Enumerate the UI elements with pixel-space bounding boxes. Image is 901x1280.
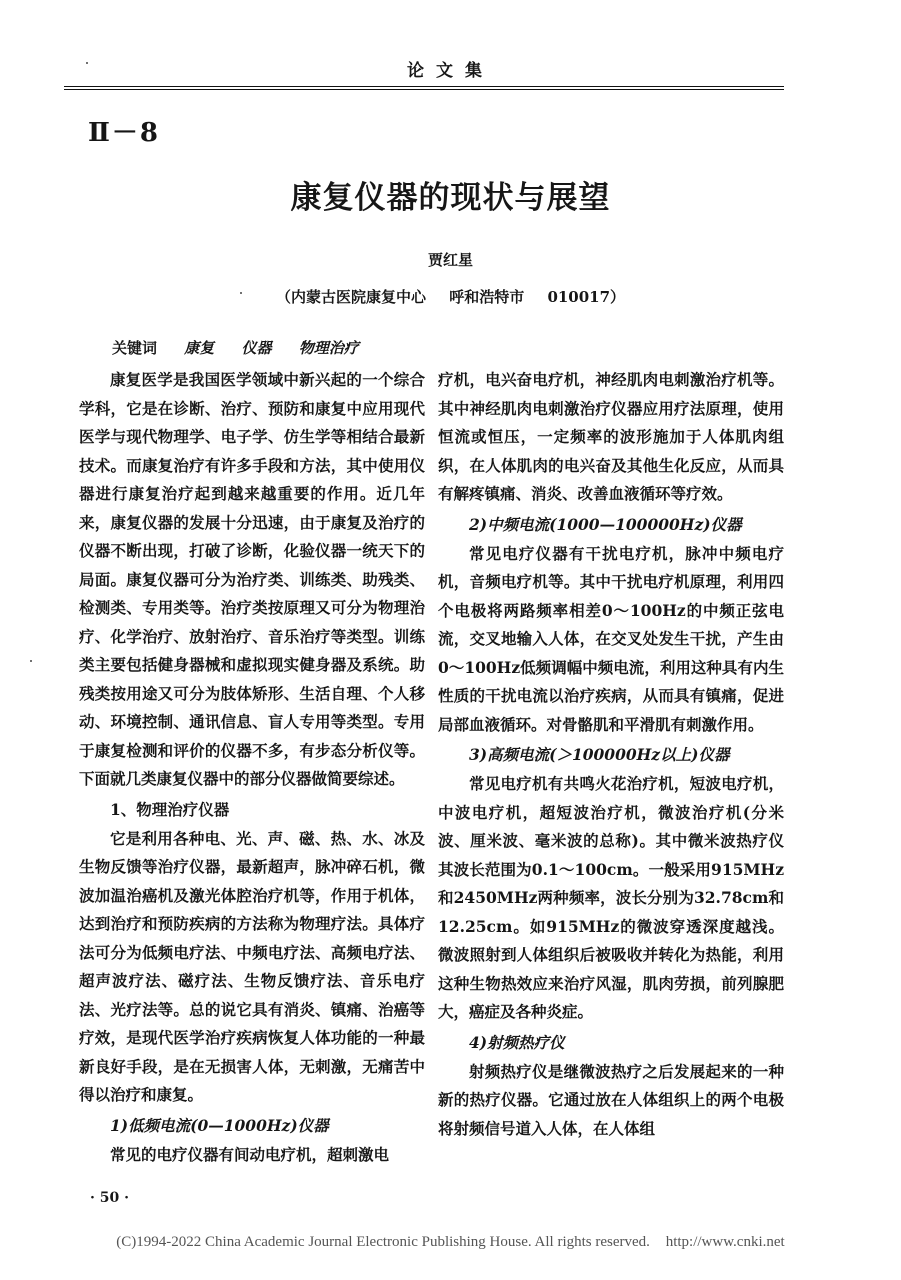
- keyword: 康复: [184, 339, 215, 357]
- subsection-paragraph: 射频热疗仪是继微波热疗之后发展起来的一种新的热疗仪器。它通过放在人体组织上的两个电极将射频信号道入人体，在人体组: [438, 1061, 784, 1138]
- keyword: 物理治疗: [298, 339, 359, 357]
- subsection-heading-high-frequency: 3)高频电流(＞100000Hz以上)仪器: [469, 745, 730, 764]
- affiliation: [0, 286, 901, 307]
- copyright-text: (C)1994-2022 China Academic Journal Electronic Publishing House. All rights reserved.: [116, 1234, 650, 1250]
- scan-speck: [30, 660, 32, 662]
- keyword: 仪器: [241, 339, 272, 357]
- running-head: 论文集: [407, 61, 494, 81]
- footer-url: http://www.cnki.net: [665, 1234, 785, 1250]
- subsection-paragraph: 常见电疗机有共鸣火花治疗机，短波电疗机，中波电疗机，超短波治疗机，微波治疗机(分米波、厘米波、毫米波的总称)。其中微米波热疗仪其波长范围为0.1～100cm。一般采用915MHz和2450MHz两种频率，波长分别为32.78cm和12.25cm。如915MHz的微波穿透深度越浅。微波照射到人体组织后被吸收并转化为热能，利用这种生物热效应来治疗风湿，肌肉劳损，前列腺肥大，癌症及各种炎症。: [438, 774, 784, 1021]
- subsection-paragraph: 常见的电疗仪器有间动电疗机，超刺激电: [110, 1144, 390, 1164]
- section-heading-physical-therapy: 1、物理治疗仪器: [110, 799, 230, 819]
- intro-paragraph: 康复医学是我国医学领域中新兴起的一个综合学科，它是在诊断、治疗、预防和康复中应用现代医学与现代物理学、电子学、仿生学等相结合最新技术。而康复治疗有许多手段和方法，其中使用仪器进行康复治疗起到越来越重要的作用。近几年来，康复仪器的发展十分迅速，由于康复及治疗的仪器不断出现，打破了诊断，化验仪器一统天下的局面。康复仪器可分为治疗类、训练类、助残类、检测类、专用类等。治疗类按原理又可分为物理治疗、化学治疗、放射治疗、音乐治疗等类型。训练类主要包括健身器械和虚拟现实健身器及系统。助残类按用途又可分为肢体矫形、生活自理、个人移动、环境控制、通讯信息、盲人专用等类型。专用于康复检测和评价的仪器不多，有步态分析仪等。下面就几类康复仪器中的部分仪器做简要综述。: [79, 370, 425, 788]
- subsection-paragraph: 常见电疗仪器有干扰电疗机，脉冲中频电疗机，音频电疗机等。其中干扰电疗机原理，利用四个电极将两路频率相差0～100Hz的中频正弦电流，交叉地输入人体，在交叉处发生干扰，产生由0～100Hz低频调幅中频电流，利用这种具有内生性质的干扰电流以治疗疾病，从而具有镇痛，促进局部血液循环。对骨骼肌和平滑肌有刺激作用。: [438, 543, 784, 734]
- affiliation-org: （内蒙古医院康复中心: [275, 288, 426, 306]
- keywords-label: 关键词: [112, 339, 158, 357]
- subsection-heading-low-frequency: 1)低频电流(0—1000Hz)仪器: [110, 1115, 329, 1135]
- page-number: · 50 ·: [90, 1190, 129, 1206]
- paper-title: 康复仪器的现状与展望: [290, 180, 611, 216]
- scan-speck: [86, 62, 88, 64]
- copyright-footer: [0, 1234, 901, 1251]
- section-number: Ⅱ－8: [88, 118, 161, 148]
- affiliation-postcode: 010017）: [547, 288, 626, 306]
- author: 贾红星: [427, 251, 473, 269]
- header-rule: [64, 86, 784, 87]
- header-rule-thin: [64, 89, 784, 90]
- subsection-heading-radiofrequency: 4)射频热疗仪: [469, 1032, 565, 1052]
- affiliation-city: 呼和浩特市: [449, 288, 525, 306]
- subsection-heading-medium-frequency: 2)中频电流(1000—100000Hz)仪器: [469, 514, 742, 534]
- right-column: [438, 366, 784, 1143]
- section-paragraph: 它是利用各种电、光、声、磁、热、水、冰及生物反馈等治疗仪器，最新超声，脉冲碎石机，微波加温治癌机及激光体腔治疗机等，作用于机体，达到治疗和预防疾病的方法称为物理疗法。具体疗法可分为低频电疗法、中频电疗法、高频电疗法、超声波疗法、磁疗法、生物反馈疗法、音乐电疗法、光疗法等。总的说它具有消炎、镇痛、治癌等疗效，是现代医学治疗疾病恢复人体功能的一种最新良好手段，是在无损害人体，无刺激，无痛苦中得以治疗和康复。: [79, 828, 425, 1104]
- left-column: [79, 366, 425, 1169]
- scan-speck: [240, 292, 242, 294]
- keywords: [112, 337, 359, 358]
- continued-paragraph: 疗机，电兴奋电疗机，神经肌肉电刺激治疗机等。其中神经肌肉电刺激治疗仪器应用疗法原理，使用恒流或恒压，一定频率的波形施加于人体肌肉组织，在人体肌肉的电兴奋及其他生化反应，从而具有解疼镇痛、消炎、改善血液循环等疗效。: [438, 370, 784, 503]
